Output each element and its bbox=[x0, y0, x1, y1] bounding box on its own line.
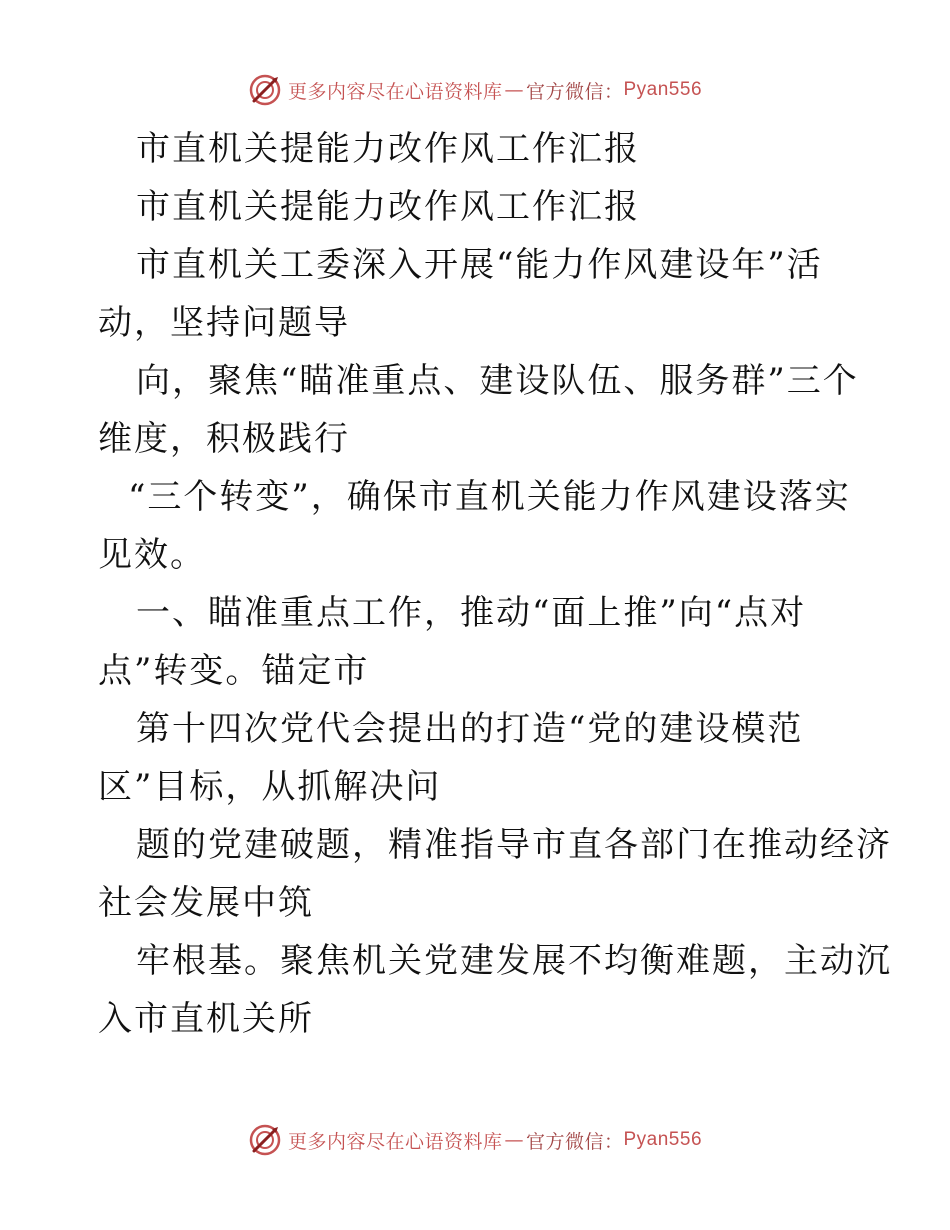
text-line: 第十四次党代会提出的打造“党的建设模范 bbox=[136, 709, 804, 749]
text-line: 点”转变。锚定市 bbox=[98, 651, 370, 691]
text-line: 动，坚持问题导 bbox=[98, 303, 350, 343]
title-line: 市直机关提能力改作风工作汇报 bbox=[136, 129, 640, 169]
logo-icon bbox=[248, 73, 282, 107]
text-line: 见效。 bbox=[98, 535, 206, 575]
watermark-header bbox=[0, 70, 950, 110]
watermark-dash: — bbox=[504, 79, 524, 101]
watermark-text: 更多内容尽在心语资料库 bbox=[287, 80, 503, 103]
watermark-subtext: 官方微信： bbox=[525, 80, 624, 103]
text-line: 入市直机关所 bbox=[98, 999, 314, 1039]
text-line: 市直机关工委深入开展“能力作风建设年”活 bbox=[136, 245, 823, 285]
text-line: 牢根基。聚焦机关党建发展不均衡难题，主动沉 bbox=[136, 941, 892, 981]
logo-icon bbox=[248, 1123, 282, 1157]
watermark-subtext: 官方微信： bbox=[525, 1130, 624, 1153]
watermark-dash: — bbox=[504, 1129, 524, 1151]
text-line: “三个转变”，确保市直机关能力作风建设落实 bbox=[128, 477, 851, 517]
watermark-handle: Pyan556 bbox=[623, 1129, 703, 1150]
text-line: 一、瞄准重点工作，推动“面上推”向“点对 bbox=[136, 593, 807, 633]
watermark-handle: Pyan556 bbox=[623, 79, 703, 100]
document-body bbox=[98, 120, 892, 1048]
title-line: 市直机关提能力改作风工作汇报 bbox=[136, 187, 640, 227]
text-line: 题的党建破题，精准指导市直各部门在推动经济 bbox=[136, 825, 892, 865]
text-line: 社会发展中筑 bbox=[98, 883, 314, 923]
text-line: 区”目标，从抓解决问 bbox=[98, 767, 442, 807]
text-line: 向，聚焦“瞄准重点、建设队伍、服务群”三个 bbox=[136, 361, 859, 401]
watermark-text: 更多内容尽在心语资料库 bbox=[287, 1130, 503, 1153]
watermark-footer bbox=[0, 1120, 950, 1160]
text-line: 维度，积极践行 bbox=[98, 419, 350, 459]
